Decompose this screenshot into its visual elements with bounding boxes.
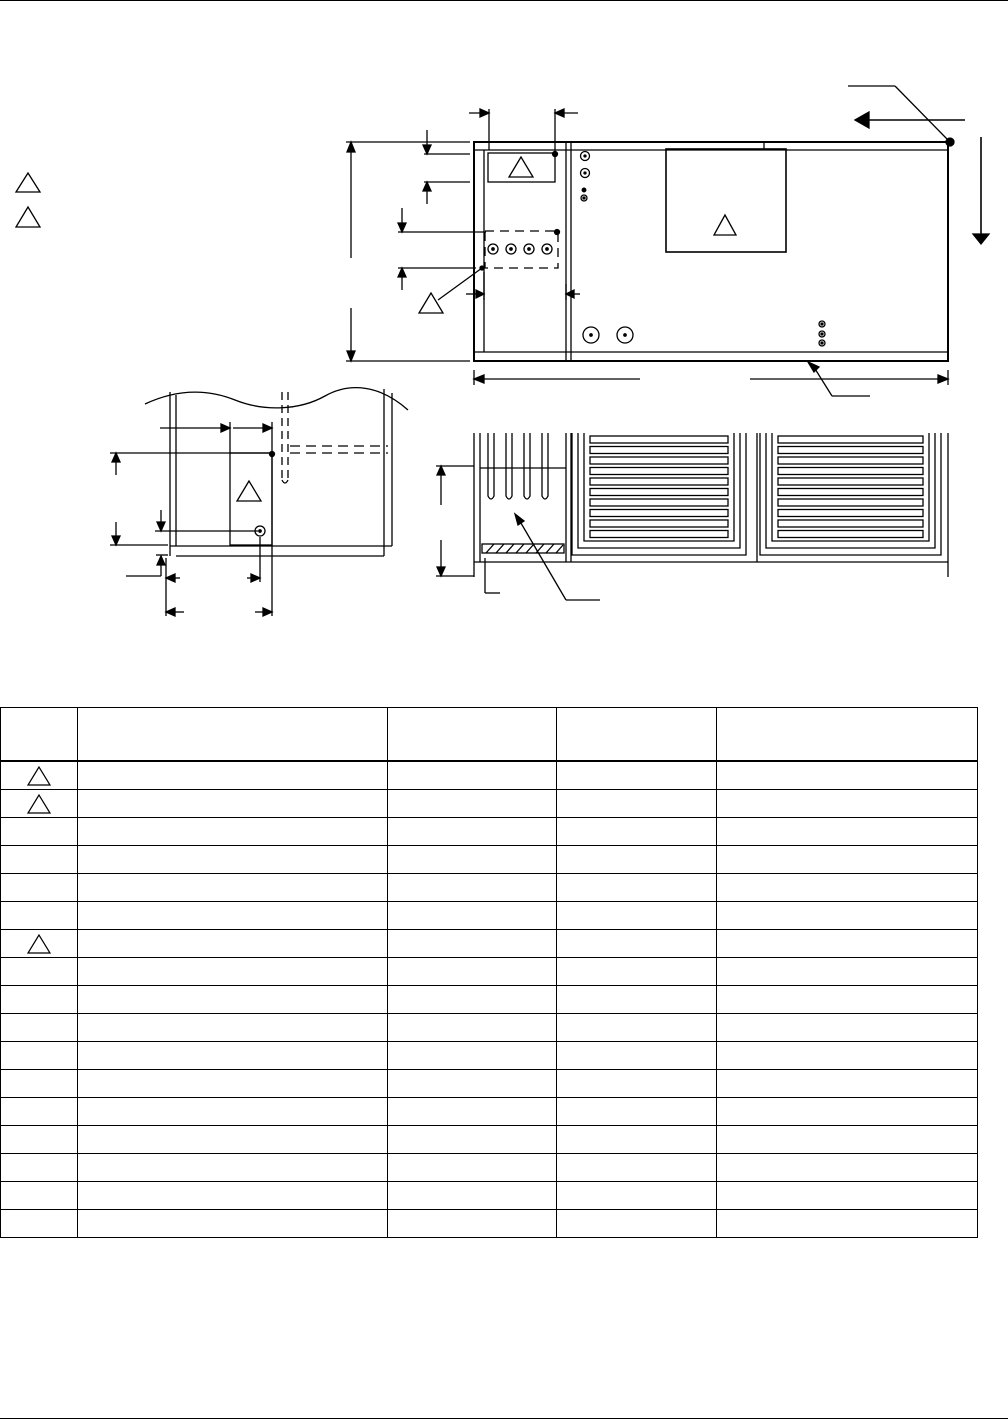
louver-slat	[778, 499, 923, 506]
table-cell	[556, 1014, 716, 1042]
table-cell	[388, 761, 557, 790]
table-cell	[388, 846, 557, 874]
table-cell	[388, 986, 557, 1014]
coil-view	[436, 433, 948, 600]
table-row	[1, 1014, 978, 1042]
table-cell	[388, 1126, 557, 1154]
table-cell	[78, 790, 388, 818]
table-cell	[388, 1154, 557, 1182]
louver-slat	[778, 531, 923, 538]
table-cell	[556, 958, 716, 986]
table-row	[1, 902, 978, 930]
table-cell	[78, 1042, 388, 1070]
table-row	[1, 1042, 978, 1070]
marker-cell	[1, 761, 78, 790]
marker-cell	[1, 958, 78, 986]
callout-triangle	[714, 215, 736, 235]
table-cell	[78, 761, 388, 790]
table-cell	[717, 1126, 978, 1154]
table-cell	[78, 818, 388, 846]
coil-tube	[488, 433, 494, 499]
triangle-marker-icon	[26, 933, 52, 955]
table-cell	[556, 902, 716, 930]
callout-triangle	[237, 481, 261, 501]
table-cell	[717, 930, 978, 958]
connection-ports	[488, 244, 552, 254]
table-cell	[388, 1210, 557, 1238]
louver-slat	[778, 468, 923, 475]
louver-slat	[590, 457, 728, 464]
louver-slat	[778, 489, 923, 496]
louver-slat	[778, 520, 923, 527]
table-cell	[717, 1210, 978, 1238]
table-cell	[388, 958, 557, 986]
marker-cell	[1, 930, 78, 958]
table-cell	[556, 1042, 716, 1070]
marker-cell	[1, 902, 78, 930]
table-cell	[556, 1154, 716, 1182]
table-cell	[717, 818, 978, 846]
header-cell	[388, 708, 557, 762]
table-cell	[717, 761, 978, 790]
table-cell	[388, 1070, 557, 1098]
coil-tube	[524, 433, 530, 499]
marker-cell	[1, 846, 78, 874]
unit-dimension-drawing	[0, 0, 1008, 700]
table-cell	[78, 846, 388, 874]
table-cell	[78, 930, 388, 958]
marker-cell	[1, 1014, 78, 1042]
table-cell	[78, 1098, 388, 1126]
louver-slat	[590, 468, 728, 475]
table-cell	[717, 846, 978, 874]
louver-slat	[590, 436, 728, 443]
marker-cell	[1, 1182, 78, 1210]
table-cell	[78, 1070, 388, 1098]
marker-cell	[1, 1210, 78, 1238]
table-cell	[717, 1014, 978, 1042]
table-row	[1, 1126, 978, 1154]
louver-slat	[590, 510, 728, 517]
coil-tube	[542, 433, 548, 499]
table-cell	[388, 818, 557, 846]
coil-panel-left	[572, 433, 746, 555]
table-cell	[78, 1182, 388, 1210]
table-cell	[78, 1126, 388, 1154]
louver-slat	[778, 447, 923, 454]
table-cell	[556, 1070, 716, 1098]
table-cell	[78, 1210, 388, 1238]
louver-slat	[590, 489, 728, 496]
louver-slat	[590, 499, 728, 506]
marker-cell	[1, 1098, 78, 1126]
table-cell	[717, 958, 978, 986]
triangle-marker-icon	[26, 765, 52, 787]
table-row	[1, 930, 978, 958]
table-cell	[717, 1154, 978, 1182]
table-row	[1, 1182, 978, 1210]
table-cell	[556, 818, 716, 846]
table-cell	[78, 958, 388, 986]
table-cell	[388, 1014, 557, 1042]
table-cell	[717, 1042, 978, 1070]
table-cell	[388, 930, 557, 958]
table-cell	[78, 1014, 388, 1042]
coil-tubes	[488, 433, 548, 499]
louver-slat	[590, 478, 728, 485]
table-header-row	[1, 708, 978, 762]
louver-slat	[590, 520, 728, 527]
table-cell	[388, 874, 557, 902]
legend-triangle-marker	[16, 207, 40, 227]
table-cell	[717, 1070, 978, 1098]
table-row	[1, 1070, 978, 1098]
table-cell	[78, 986, 388, 1014]
louver-slat	[778, 457, 923, 464]
table-cell	[556, 790, 716, 818]
table-cell	[556, 930, 716, 958]
table-row	[1, 958, 978, 986]
access-panel	[666, 149, 786, 252]
legend-triangle-marker	[16, 173, 40, 192]
table-cell	[717, 902, 978, 930]
front-elevation	[346, 86, 989, 396]
table-row	[1, 1210, 978, 1238]
table-cell	[556, 986, 716, 1014]
louver-slat	[778, 510, 923, 517]
marker-cell	[1, 1042, 78, 1070]
table-cell	[717, 874, 978, 902]
table-cell	[556, 1182, 716, 1210]
table-cell	[556, 874, 716, 902]
callout-triangle	[419, 293, 443, 313]
table-row	[1, 874, 978, 902]
header-cell	[78, 708, 388, 762]
table-cell	[388, 902, 557, 930]
callout-triangle	[509, 157, 533, 177]
table-cell	[388, 1182, 557, 1210]
table-row	[1, 1154, 978, 1182]
marker-cell	[1, 986, 78, 1014]
marker-cell	[1, 1070, 78, 1098]
triangle-marker-icon	[26, 793, 52, 815]
marker-cell	[1, 790, 78, 818]
header-cell	[556, 708, 716, 762]
header-cell	[717, 708, 978, 762]
table-cell	[717, 790, 978, 818]
table-cell	[388, 1042, 557, 1070]
bottom-rule	[0, 1418, 1008, 1419]
table-row	[1, 986, 978, 1014]
table-cell	[78, 902, 388, 930]
table-cell	[556, 1126, 716, 1154]
table-row	[1, 761, 978, 790]
table-cell	[78, 1154, 388, 1182]
table-cell	[556, 846, 716, 874]
side-view	[110, 388, 408, 616]
louver-slat	[778, 436, 923, 443]
louver-slat	[590, 531, 728, 538]
table-cell	[717, 1182, 978, 1210]
marker-cell	[1, 818, 78, 846]
table-cell	[78, 874, 388, 902]
louver-slat	[590, 447, 728, 454]
marker-cell	[1, 874, 78, 902]
table-row	[1, 846, 978, 874]
table-row	[1, 818, 978, 846]
marker-cell	[1, 1154, 78, 1182]
table-cell	[388, 1098, 557, 1126]
table-cell	[556, 1210, 716, 1238]
table-cell	[717, 1098, 978, 1126]
coil-panel-right	[760, 433, 941, 555]
header-cell	[1, 708, 78, 762]
louver-slat	[778, 478, 923, 485]
table-row	[1, 1098, 978, 1126]
table-row	[1, 790, 978, 818]
specification-table	[0, 707, 978, 1238]
marker-cell	[1, 1126, 78, 1154]
table-cell	[717, 986, 978, 1014]
coil-tube	[506, 433, 512, 499]
table-cell	[556, 1098, 716, 1126]
table-cell	[388, 790, 557, 818]
table-cell	[556, 761, 716, 790]
